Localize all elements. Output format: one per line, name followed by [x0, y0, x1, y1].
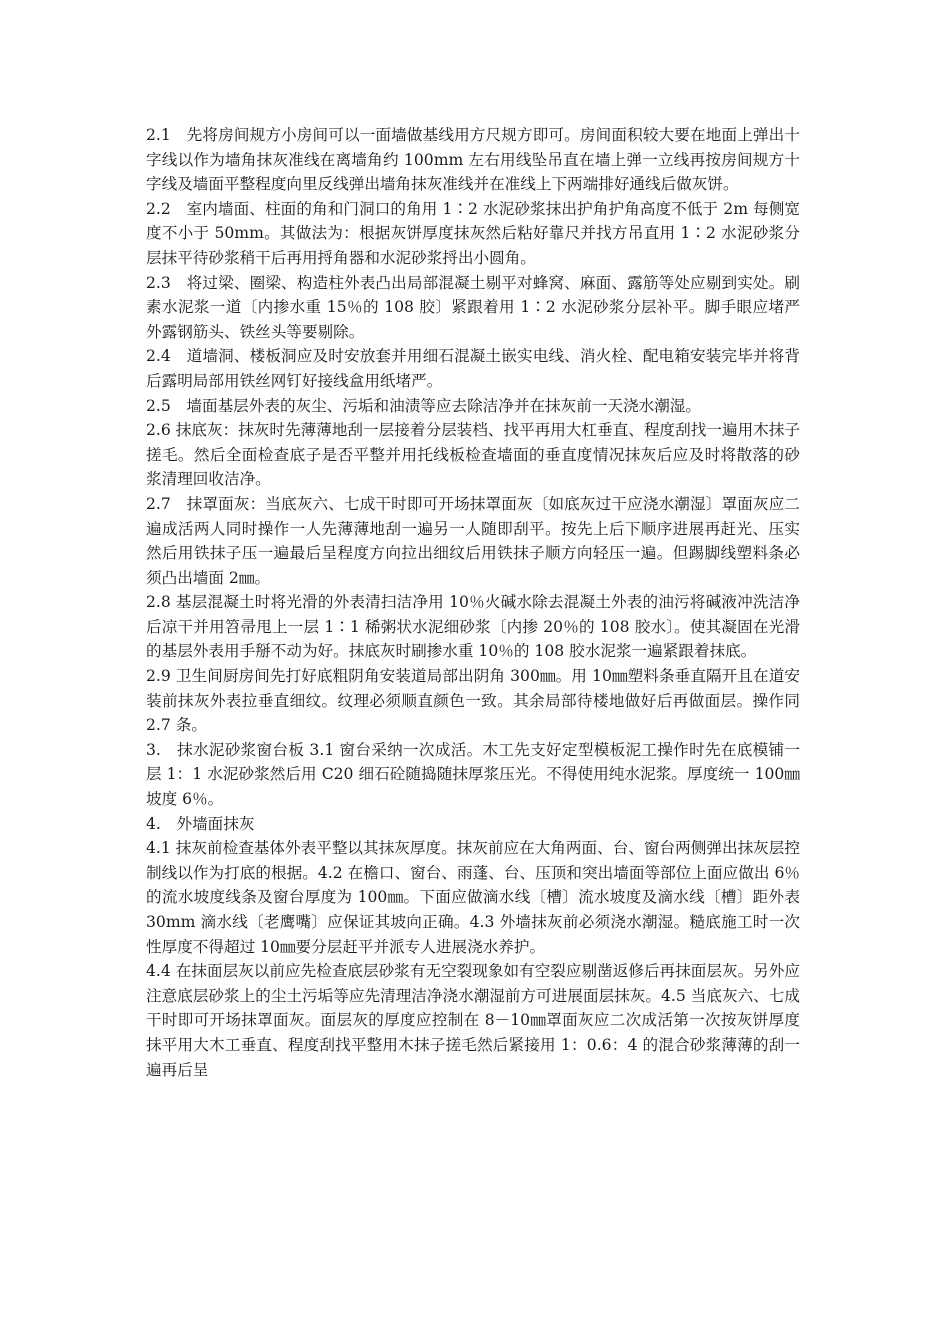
section-heading-4: 4. 外墙面抹灰: [146, 814, 255, 833]
paragraph-2-5: 2.5 墙面基层外表的灰尘、污垢和油渍等应去除洁净并在抹灰前一天浇水潮湿。: [146, 396, 701, 415]
paragraph-4-1: 4.1 抹灰前检查基体外表平整以其抹灰厚度。抹灰前应在大角两面、台、窗台两侧弹出抹灰层控制线以作为打底的根据。4.2 在檐口、窗台、雨蓬、台、压顶和突出墙面等部位上面应做出 6％的流水坡度线条及窗台厚度为 100㎜。下面应做滴水线〔槽〕流水坡度及滴水线〔槽〕距外表 30mm 滴水线〔老鹰嘴〕应保证其坡向正确。4.3 外墙抹灰前必须浇水潮湿。糙底施工时一次性厚度不得超过 10㎜要分层赶平并派专人进展浇水养护。: [146, 839, 800, 956]
paragraph-2-3: 2.3 将过梁、圈梁、构造柱外表凸出局部混凝土剔平对蜂窝、麻面、露筋等处应剔到实处。刷素水泥浆一道〔内掺水重 15％的 108 胶〕紧跟着用 1∶2 水泥砂浆分层补平。脚手眼应堵严外露钢筋头、铁丝头等要剔除。: [146, 273, 800, 341]
paragraph-3: 3. 抹水泥砂浆窗台板 3.1 窗台采纳一次成活。木工先支好定型模板泥工操作时先在底模铺一层 1：1 水泥砂浆然后用 C20 细石砼随捣随抹厚浆压光。不得使用纯水泥浆。厚度统一 100㎜坡度 6％。: [146, 740, 800, 809]
document-body: [146, 123, 800, 1082]
paragraph-4-4: 4.4 在抹面层灰以前应先检查底层砂浆有无空裂现象如有空裂应剔凿返修后再抹面层灰。另外应注意底层砂浆上的尘土污垢等应先清理洁净浇水潮湿前方可进展面层抹灰。4.5 当底灰六、七成干时即可开场抹罩面灰。面层灰的厚度应控制在 8－10㎜罩面灰应二次成活第一次按灰饼厚度抹平用大木工垂直、程度刮找平整用木抹子搓毛然后紧接用 1：0.6：4 的混合砂浆薄薄的刮一遍再后呈: [146, 962, 800, 1079]
paragraph-2-4: 2.4 道墙洞、楼板洞应及时安放套并用细石混凝土嵌实电线、消火栓、配电箱安装完毕并将背后露明局部用铁丝网钉好接线盒用纸堵严。: [146, 347, 800, 390]
paragraph-2-1: 2.1 先将房间规方小房间可以一面墙做基线用方尺规方即可。房间面积较大要在地面上弹出十字线以作为墙角抹灰准线在离墙角约 100mm 左右用线坠吊直在墙上弹一立线再按房间规方十字线及墙面平整程度向里反线弹出墙角抹灰准线并在准线上下两端排好通线后做灰饼。: [146, 126, 800, 194]
paragraph-2-9: 2.9 卫生间厨房间先打好底粗阴角安装道局部出阴角 300㎜。用 10㎜塑料条垂直隔开且在道安装前抹灰外表拉垂直细纹。纹理必须顺直颜色一致。其余局部待楼地做好后再做面层。操作同 2.7 条。: [146, 667, 800, 735]
paragraph-2-7: 2.7 抹罩面灰：当底灰六、七成干时即可开场抹罩面灰〔如底灰过干应浇水潮湿〕罩面灰应二遍成活两人同时操作一人先薄薄地刮一遍另一人随即刮平。按先上后下顺序进展再赶光、压实然后用铁抹子压一遍最后呈程度方向拉出细纹后用铁抹子顺方向轻压一遍。但踢脚线塑料条必须凸出墙面 2㎜。: [146, 494, 800, 587]
paragraph-2-2: 2.2 室内墙面、柱面的角和门洞口的角用 1∶2 水泥砂浆抹出护角护角高度不低于 2m 每侧宽度不小于 50mm。其做法为：根据灰饼厚度抹灰然后粘好靠尺并找方吊直用 1∶2 水泥砂浆分层抹平待砂浆稍干后再用捋角器和水泥砂浆捋出小圆角。: [146, 199, 800, 267]
paragraph-2-8: 2.8 基层混凝土时将光滑的外表清扫洁净用 10％火碱水除去混凝土外表的油污将碱液冲洗洁净后凉干并用笤帚甩上一层 1∶1 稀粥状水泥细砂浆〔内掺 20％的 108 胶水〕。使其凝固在光滑的基层外表用手掰不动为好。抹底灰时刷掺水重 10％的 108 胶水泥浆一遍紧跟着抹底。: [146, 593, 800, 661]
paragraph-2-6: 2.6 抹底灰：抹灰时先薄薄地刮一层接着分层装档、找平再用大杠垂直、程度刮找一遍用木抹子搓毛。然后全面检查底子是否平整并用托线板检查墙面的垂直度情况抹灰后应及时将散落的砂浆清理回收洁净。: [146, 421, 800, 489]
